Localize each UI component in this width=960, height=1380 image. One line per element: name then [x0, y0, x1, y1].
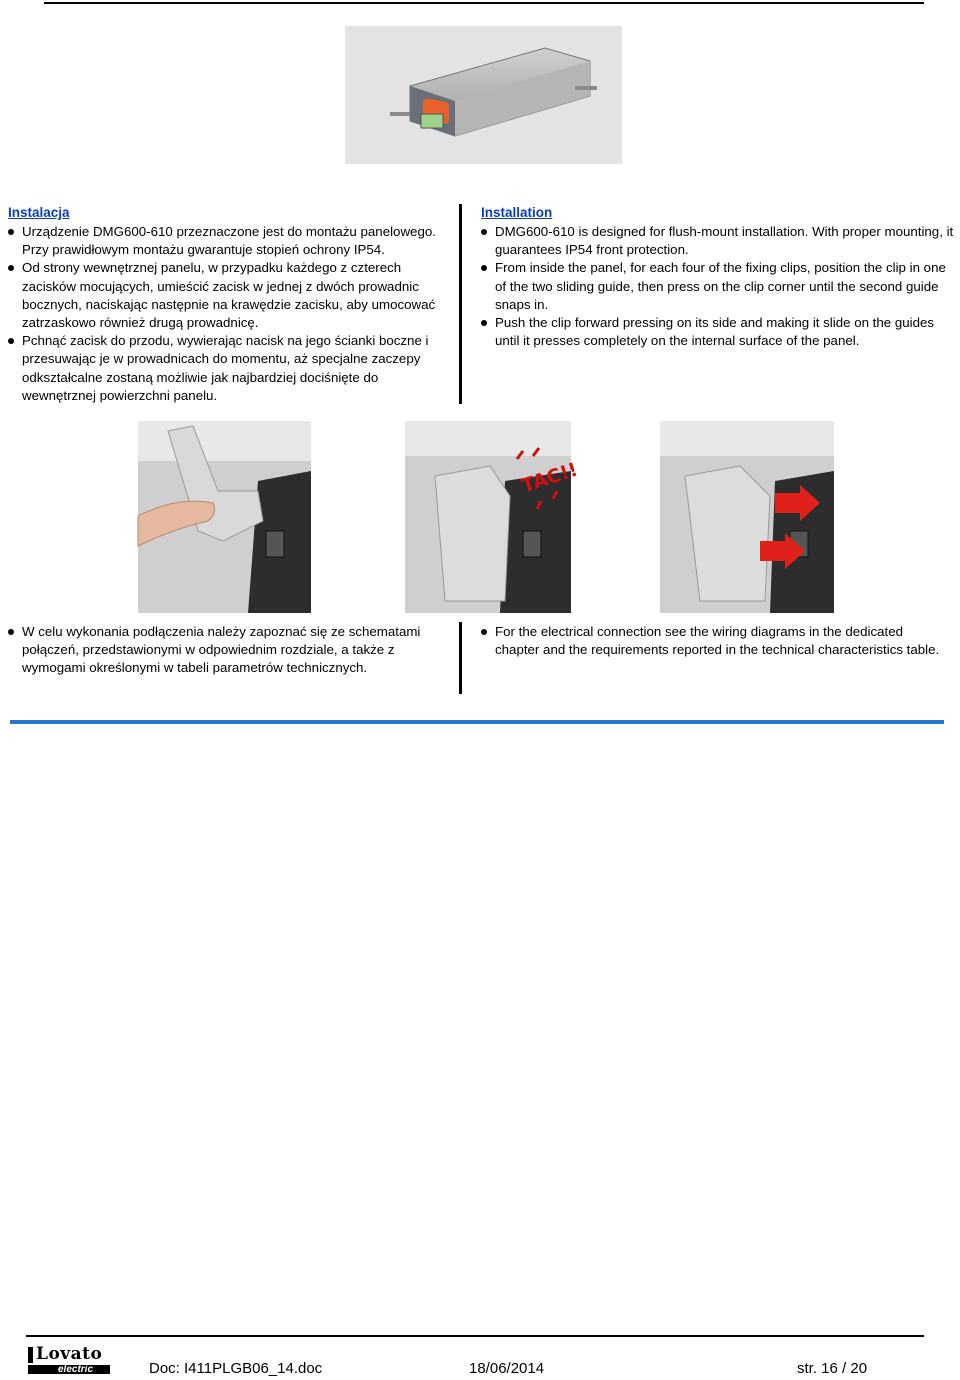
- clip-snap-illustration: [405, 421, 571, 613]
- english-wiring-list: [481, 623, 951, 659]
- polish-wiring-section: [8, 623, 446, 678]
- english-title: Installation: [481, 205, 553, 220]
- polish-title: Instalacja: [8, 205, 70, 220]
- footer-page: str. 16 / 20: [797, 1360, 868, 1377]
- list-item: W celu wykonania podłączenia należy zapoznać się ze schematami połączeń, przedstawionymi w odpowiednim rozdziale, a także z wymogami określonymi w tabeli parametrów technicznych.: [8, 623, 446, 678]
- column-divider-2: [459, 622, 462, 694]
- list-item: Urządzenie DMG600-610 przeznaczone jest do montażu panelowego. Przy prawidłowym montażu gwarantuje stopień ochrony IP54.: [8, 223, 446, 259]
- lovato-logo: [28, 1345, 110, 1375]
- clip-snap-photo: [405, 421, 581, 613]
- clip-insert-illustration: [138, 421, 311, 613]
- logo-bottom-text: electric: [58, 1364, 94, 1375]
- list-item: For the electrical connection see the wiring diagrams in the dedicated chapter and the requirements reported in the technical characteristics table.: [481, 623, 951, 659]
- device-illustration: [345, 26, 622, 164]
- english-wiring-section: [481, 623, 951, 659]
- polish-installation-section: [8, 204, 446, 405]
- polish-wiring-list: [8, 623, 446, 678]
- footer-date: 18/06/2014: [469, 1360, 545, 1377]
- list-item: DMG600-610 is designed for flush-mount installation. With proper mounting, it guarantees IP54 front protection.: [481, 223, 957, 259]
- top-rule: [44, 2, 924, 4]
- clip-push-photo: [660, 421, 834, 613]
- polish-bullets: [8, 223, 446, 405]
- english-installation-section: [481, 204, 957, 350]
- list-item: From inside the panel, for each four of the fixing clips, position the clip in one of the two sliding guide, then press on the clip corner until the second guide snaps in.: [481, 259, 957, 314]
- logo-top-text: Lovato: [36, 1344, 103, 1364]
- list-item: Pchnąć zacisk do przodu, wywierając nacisk na jego ścianki boczne i przesuwając je w prowadnicach do momentu, aż specjalne zaczepy odkształcalne zostaną możliwie jak najbardziej dociśnięte do wewnętrznej powierzchni panelu.: [8, 332, 446, 405]
- tac-label: TAC!!: [519, 458, 581, 498]
- list-item: Od strony wewnętrznej panelu, w przypadku każdego z czterech zacisków mocujących, umieścić zacisk w jednej z dwóch prowadnic bocznych, naciskając następnie na krawędzie zacisku, aby umocować zatrzaskowo również drugą prowadnicę.: [8, 259, 446, 332]
- footer-doc: Doc: I411PLGB06_14.doc: [149, 1360, 323, 1377]
- list-item: Push the clip forward pressing on its side and making it slide on the guides until it presses completely on the internal surface of the panel.: [481, 314, 957, 350]
- clip-insert-photo: [138, 421, 311, 613]
- footer-rule: [26, 1335, 924, 1337]
- device-photo: [345, 26, 622, 164]
- english-bullets: [481, 223, 957, 350]
- clip-push-illustration: [660, 421, 834, 613]
- section-rule: [10, 720, 944, 724]
- column-divider: [459, 204, 462, 404]
